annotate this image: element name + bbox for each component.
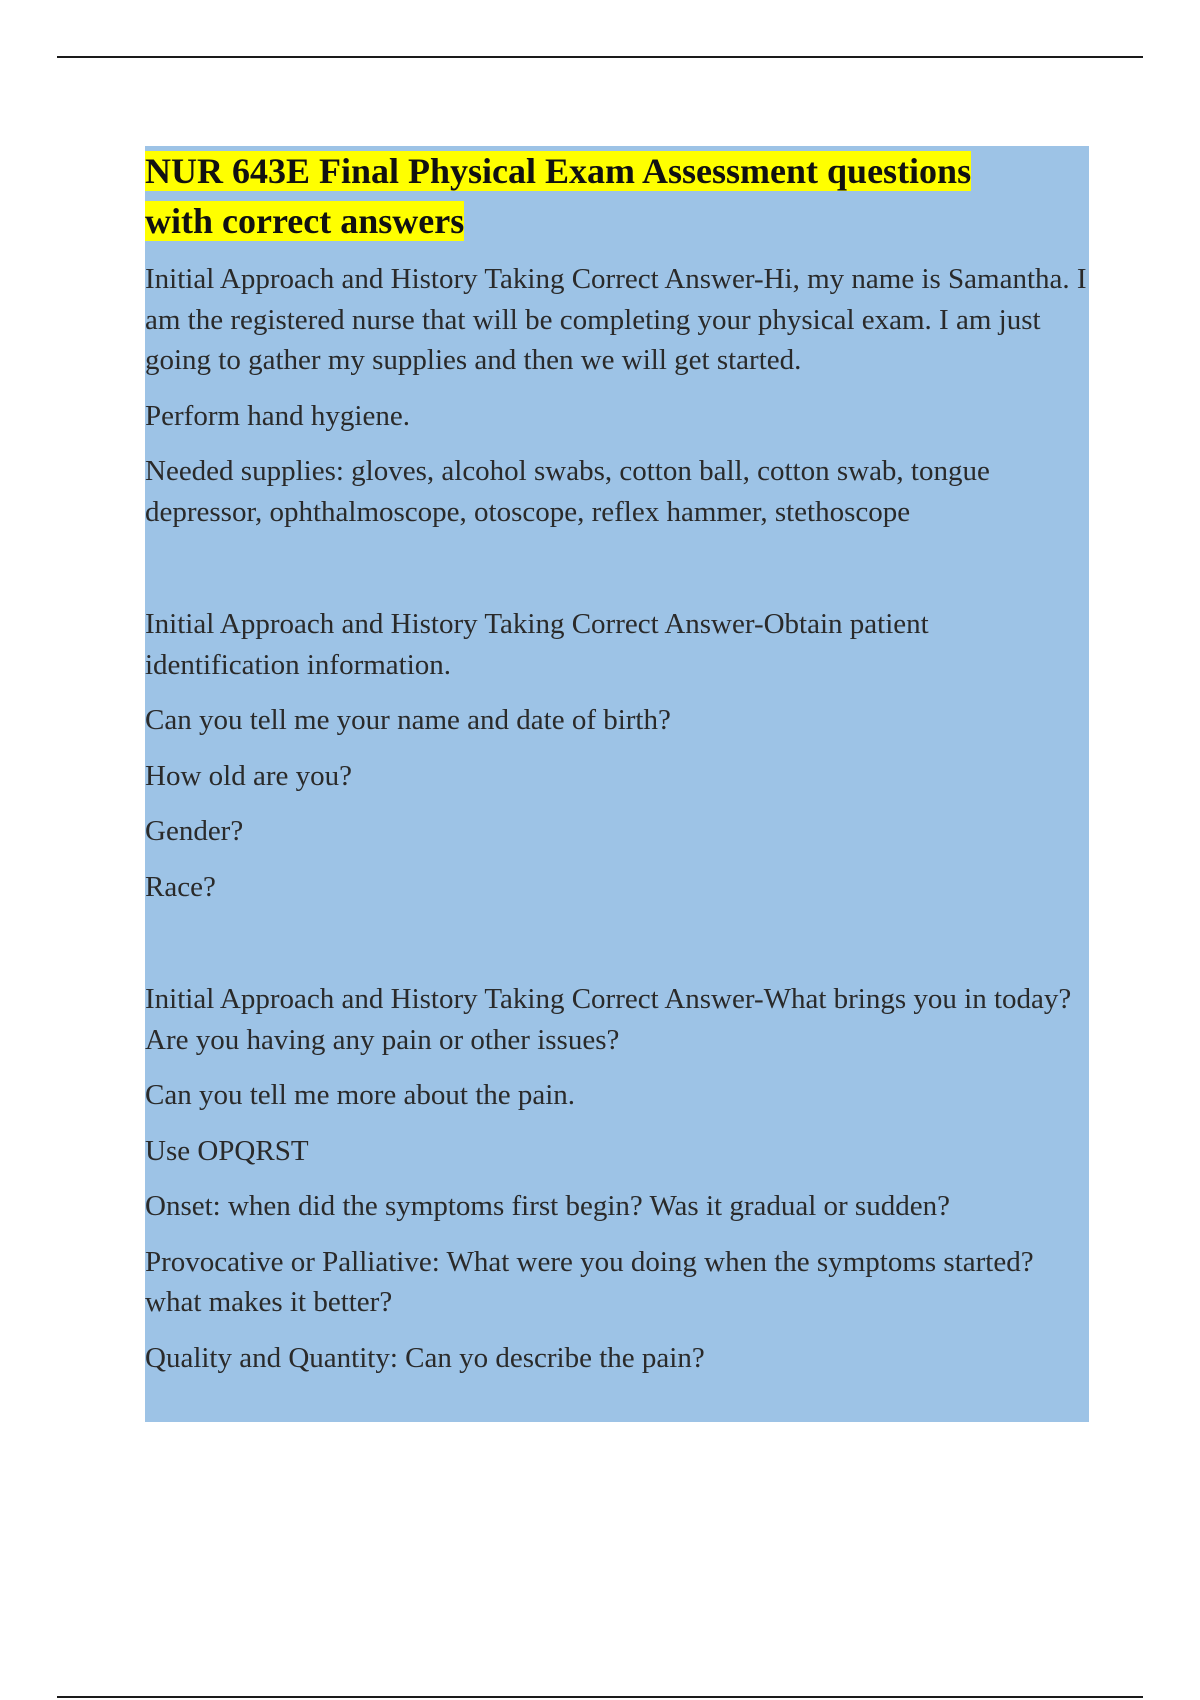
header-rule <box>57 56 1143 58</box>
qa-paragraph: Race? <box>145 870 216 903</box>
qa-paragraph: Provocative or Palliative: What were you doing when the symptoms started? what makes it better? <box>145 1245 1034 1318</box>
qa-paragraph: Gender? <box>145 815 244 847</box>
qa-paragraph: Quality and Quantity: Can yo describe the pain? <box>145 1341 705 1374</box>
title-line-2: with correct answers <box>145 201 465 241</box>
qa-block-1 <box>145 259 1089 532</box>
qa-paragraph: How old are you? <box>145 759 352 792</box>
title-line-1: NUR 643E Final Physical Exam Assessment questions <box>145 151 972 191</box>
qa-paragraph: Initial Approach and History Taking Correct Answer-Obtain patient identification information. <box>145 608 929 681</box>
qa-paragraph: Use OPQRST <box>145 1134 309 1167</box>
footer-rule <box>57 1696 1143 1698</box>
qa-block-2 <box>145 604 1089 907</box>
document-body <box>145 146 1089 1422</box>
qa-paragraph: Can you tell me more about the pain. <box>145 1079 576 1111</box>
document-title <box>145 146 1089 246</box>
qa-paragraph: Can you tell me your name and date of birth? <box>145 704 671 736</box>
qa-paragraph: Needed supplies: gloves, alcohol swabs, cotton ball, cotton swab, tongue depressor, ophthalmoscope, otoscope, reflex hammer, stethoscope <box>145 455 990 528</box>
qa-paragraph: Onset: when did the symptoms first begin? Was it gradual or sudden? <box>145 1190 950 1222</box>
qa-paragraph: Initial Approach and History Taking Correct Answer-Hi, my name is Samantha. I am the registered nurse that will be completing your physical exam. I am just going to gather my supplies and then we will get started. <box>145 263 1087 376</box>
qa-block-3 <box>145 979 1089 1378</box>
qa-paragraph: Perform hand hygiene. <box>145 399 410 432</box>
qa-paragraph: Initial Approach and History Taking Correct Answer-What brings you in today? Are you having any pain or other issues? <box>145 983 1072 1056</box>
